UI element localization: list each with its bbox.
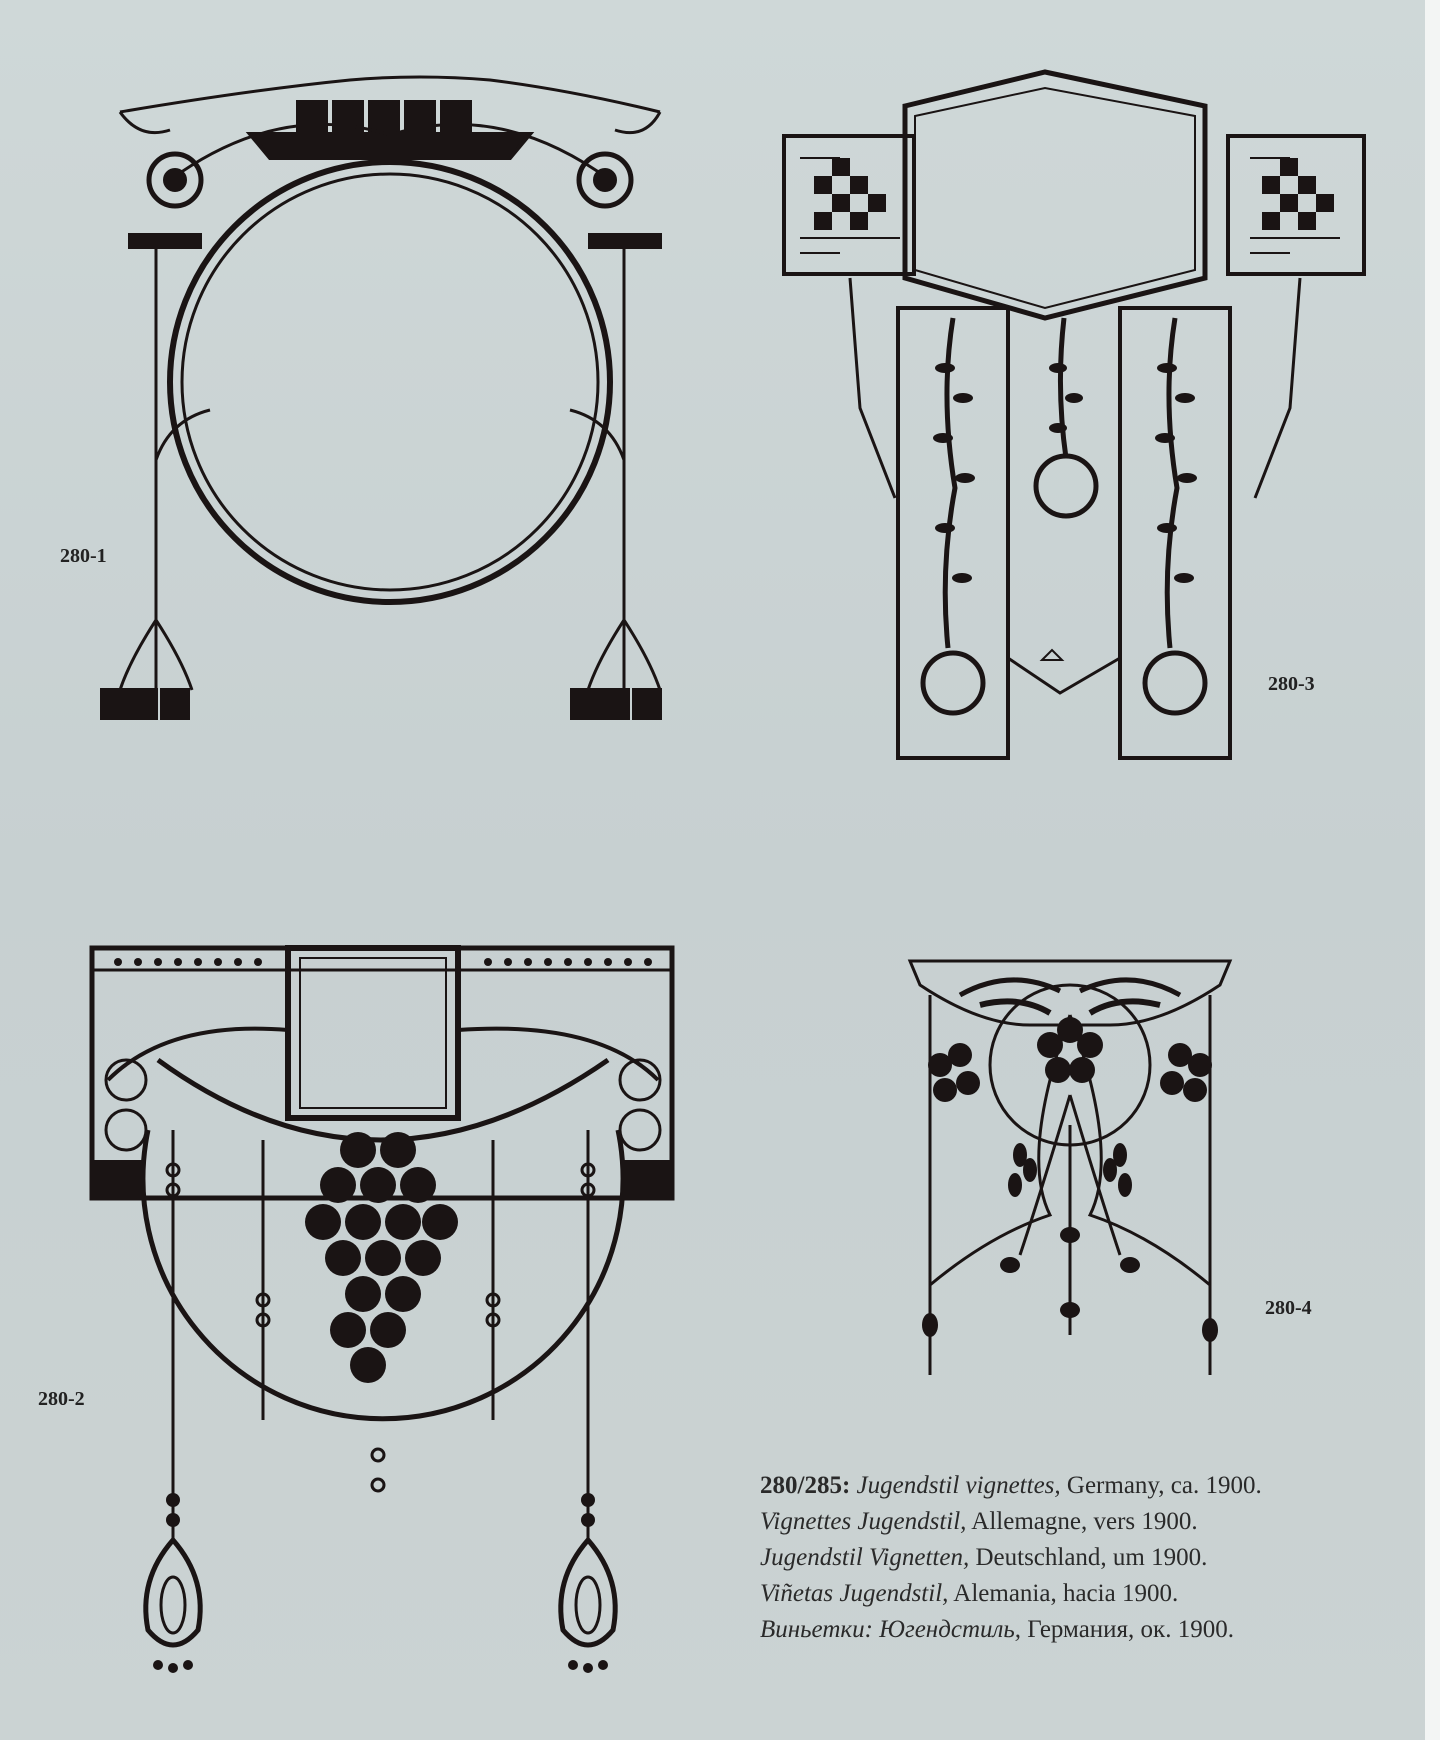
caption-block xyxy=(760,1468,1360,1648)
caption-line-4 xyxy=(760,1576,1360,1612)
caption-rest-es: Alemania, hacia 1900. xyxy=(948,1580,1179,1607)
caption-title-en: Jugendstil vignettes, xyxy=(856,1472,1061,1499)
caption-line-2 xyxy=(760,1504,1360,1540)
caption-rest-fr: Allemagne, vers 1900. xyxy=(966,1508,1198,1535)
figure-label-280-2: 280-2 xyxy=(38,1388,85,1410)
vignette-280-4 xyxy=(900,955,1240,1385)
page-edge xyxy=(1425,0,1440,1740)
caption-title-fr: Vignettes Jugendstil, xyxy=(760,1508,967,1535)
figure-label-280-1: 280-1 xyxy=(60,545,107,567)
vignette-280-1 xyxy=(100,60,680,730)
caption-line-1 xyxy=(760,1468,1360,1504)
caption-line-3 xyxy=(760,1540,1360,1576)
caption-rest-ru: Германия, ок. 1900. xyxy=(1021,1616,1234,1643)
caption-title-es: Viñetas Jugendstil, xyxy=(760,1580,949,1607)
figure-label-280-4: 280-4 xyxy=(1265,1297,1312,1319)
caption-title-ru: Виньетки: Югендстиль, xyxy=(760,1616,1022,1643)
vignette-280-3 xyxy=(780,68,1370,768)
caption-number: 280/285: xyxy=(760,1472,851,1499)
caption-rest-de: Deutschland, um 1900. xyxy=(969,1544,1208,1571)
vignette-280-2 xyxy=(88,940,678,1680)
figure-label-280-3: 280-3 xyxy=(1268,673,1315,695)
caption-line-5 xyxy=(760,1612,1360,1648)
caption-title-de: Jugendstil Vignetten, xyxy=(760,1544,970,1571)
caption-rest-en: Germany, ca. 1900. xyxy=(1060,1472,1262,1499)
